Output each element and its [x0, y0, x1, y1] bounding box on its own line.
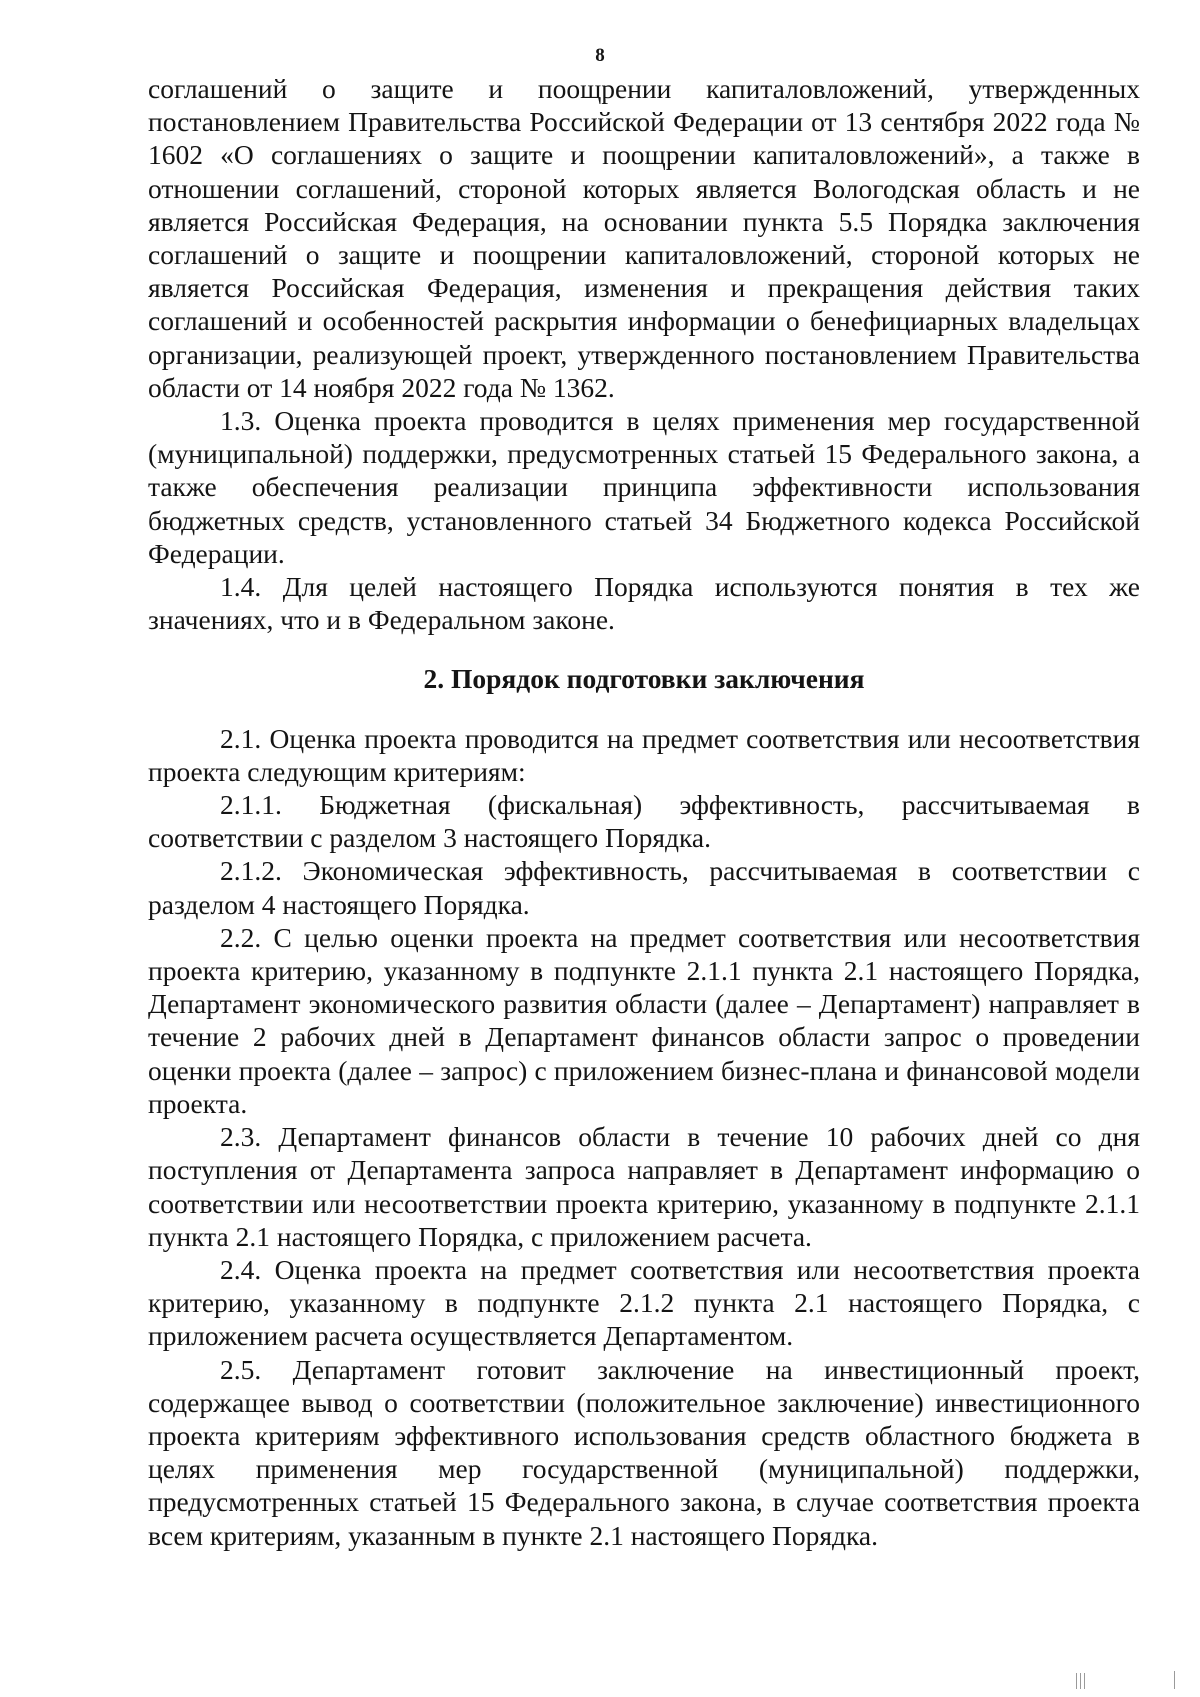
paragraph-1-4: 1.4. Для целей настоящего Порядка используются понятия в тех же значениях, что и в Федеральном законе. — [148, 571, 1140, 636]
paragraph-2-1: 2.1. Оценка проекта проводится на предмет соответствия или несоответствия проекта следующим критериям: — [148, 722, 1140, 787]
scan-artifact-mark — [1084, 1673, 1085, 1689]
document-body — [148, 72, 1140, 1552]
section-heading: 2. Порядок подготовки заключения — [423, 663, 865, 695]
scan-artifact-mark — [1080, 1673, 1081, 1689]
scan-artifact-mark — [1076, 1673, 1077, 1689]
scan-artifact-mark — [1174, 1671, 1175, 1689]
paragraph-2-1-2: 2.1.2. Экономическая эффективность, рассчитываемая в соответствии с разделом 4 настоящего Порядка. — [148, 855, 1140, 920]
paragraph-2-3: 2.3. Департамент финансов области в течение 10 рабочих дней со дня поступления от Департамента запроса направляет в Департамент информацию о соответствии или несоответствии проекта критерию, указанному в подпункте 2.1.1 пункта 2.1 настоящего Порядка, с приложением расчета. — [148, 1121, 1140, 1252]
paragraph-2-4: 2.4. Оценка проекта на предмет соответствия или несоответствия проекта критерию, указанному в подпункте 2.1.2 пункта 2.1 настоящего Порядка, с приложением расчета осуществляется Департаментом. — [148, 1253, 1140, 1352]
paragraph-2-2: 2.2. С целью оценки проекта на предмет соответствия или несоответствия проекта критерию, указанному в подпункте 2.1.1 пункта 2.1 настоящего Порядка, Департамент экономического развития области (далее – Департамент) направляет в течение 2 рабочих дней в Департамент финансов области запрос о проведении оценки проекта (далее – запрос) с приложением бизнес-плана и финансовой модели проекта. — [148, 921, 1140, 1119]
paragraph-2-5: 2.5. Департамент готовит заключение на инвестиционный проект, содержащее вывод о соответствии (положительное заключение) инвестиционного проекта критериям эффективного использования средств областного бюджета в целях применения мер государственной (муниципальной) поддержки, предусмотренных статьей 15 Федерального закона, в случае соответствия проекта всем критериям, указанным в пункте 2.1 настоящего Порядка. — [148, 1353, 1140, 1551]
page-number: 8 — [595, 45, 605, 66]
paragraph-1-3: 1.3. Оценка проекта проводится в целях применения мер государственной (муниципальной) поддержки, предусмотренных статьей 15 Федерального закона, а также обеспечения реализации принципа эффективности использования бюджетных средств, установленного статьей 34 Бюджетного кодекса Российской Федерации. — [148, 405, 1140, 569]
paragraph-2-1-1: 2.1.1. Бюджетная (фискальная) эффективность, рассчитываемая в соответствии с разделом 3 настоящего Порядка. — [148, 789, 1140, 854]
paragraph-continuation: соглашений о защите и поощрении капиталовложений, утвержденных постановлением Правительства Российской Федерации от 13 сентября 2022 года № 1602 «О соглашениях о защите и поощрении капиталовложений», а также в отношении соглашений, стороной которых является Вологодская область и не является Российская Федерация, на основании пункта 5.5 Порядка заключения соглашений о защите и поощрении капиталовложений, стороной которых не является Российская Федерация, изменения и прекращения действия таких соглашений и особенностей раскрытия информации о бенефициарных владельцах организации, реализующей проект, утвержденного постановлением Правительства области от 14 ноября 2022 года № 1362. — [148, 73, 1140, 403]
